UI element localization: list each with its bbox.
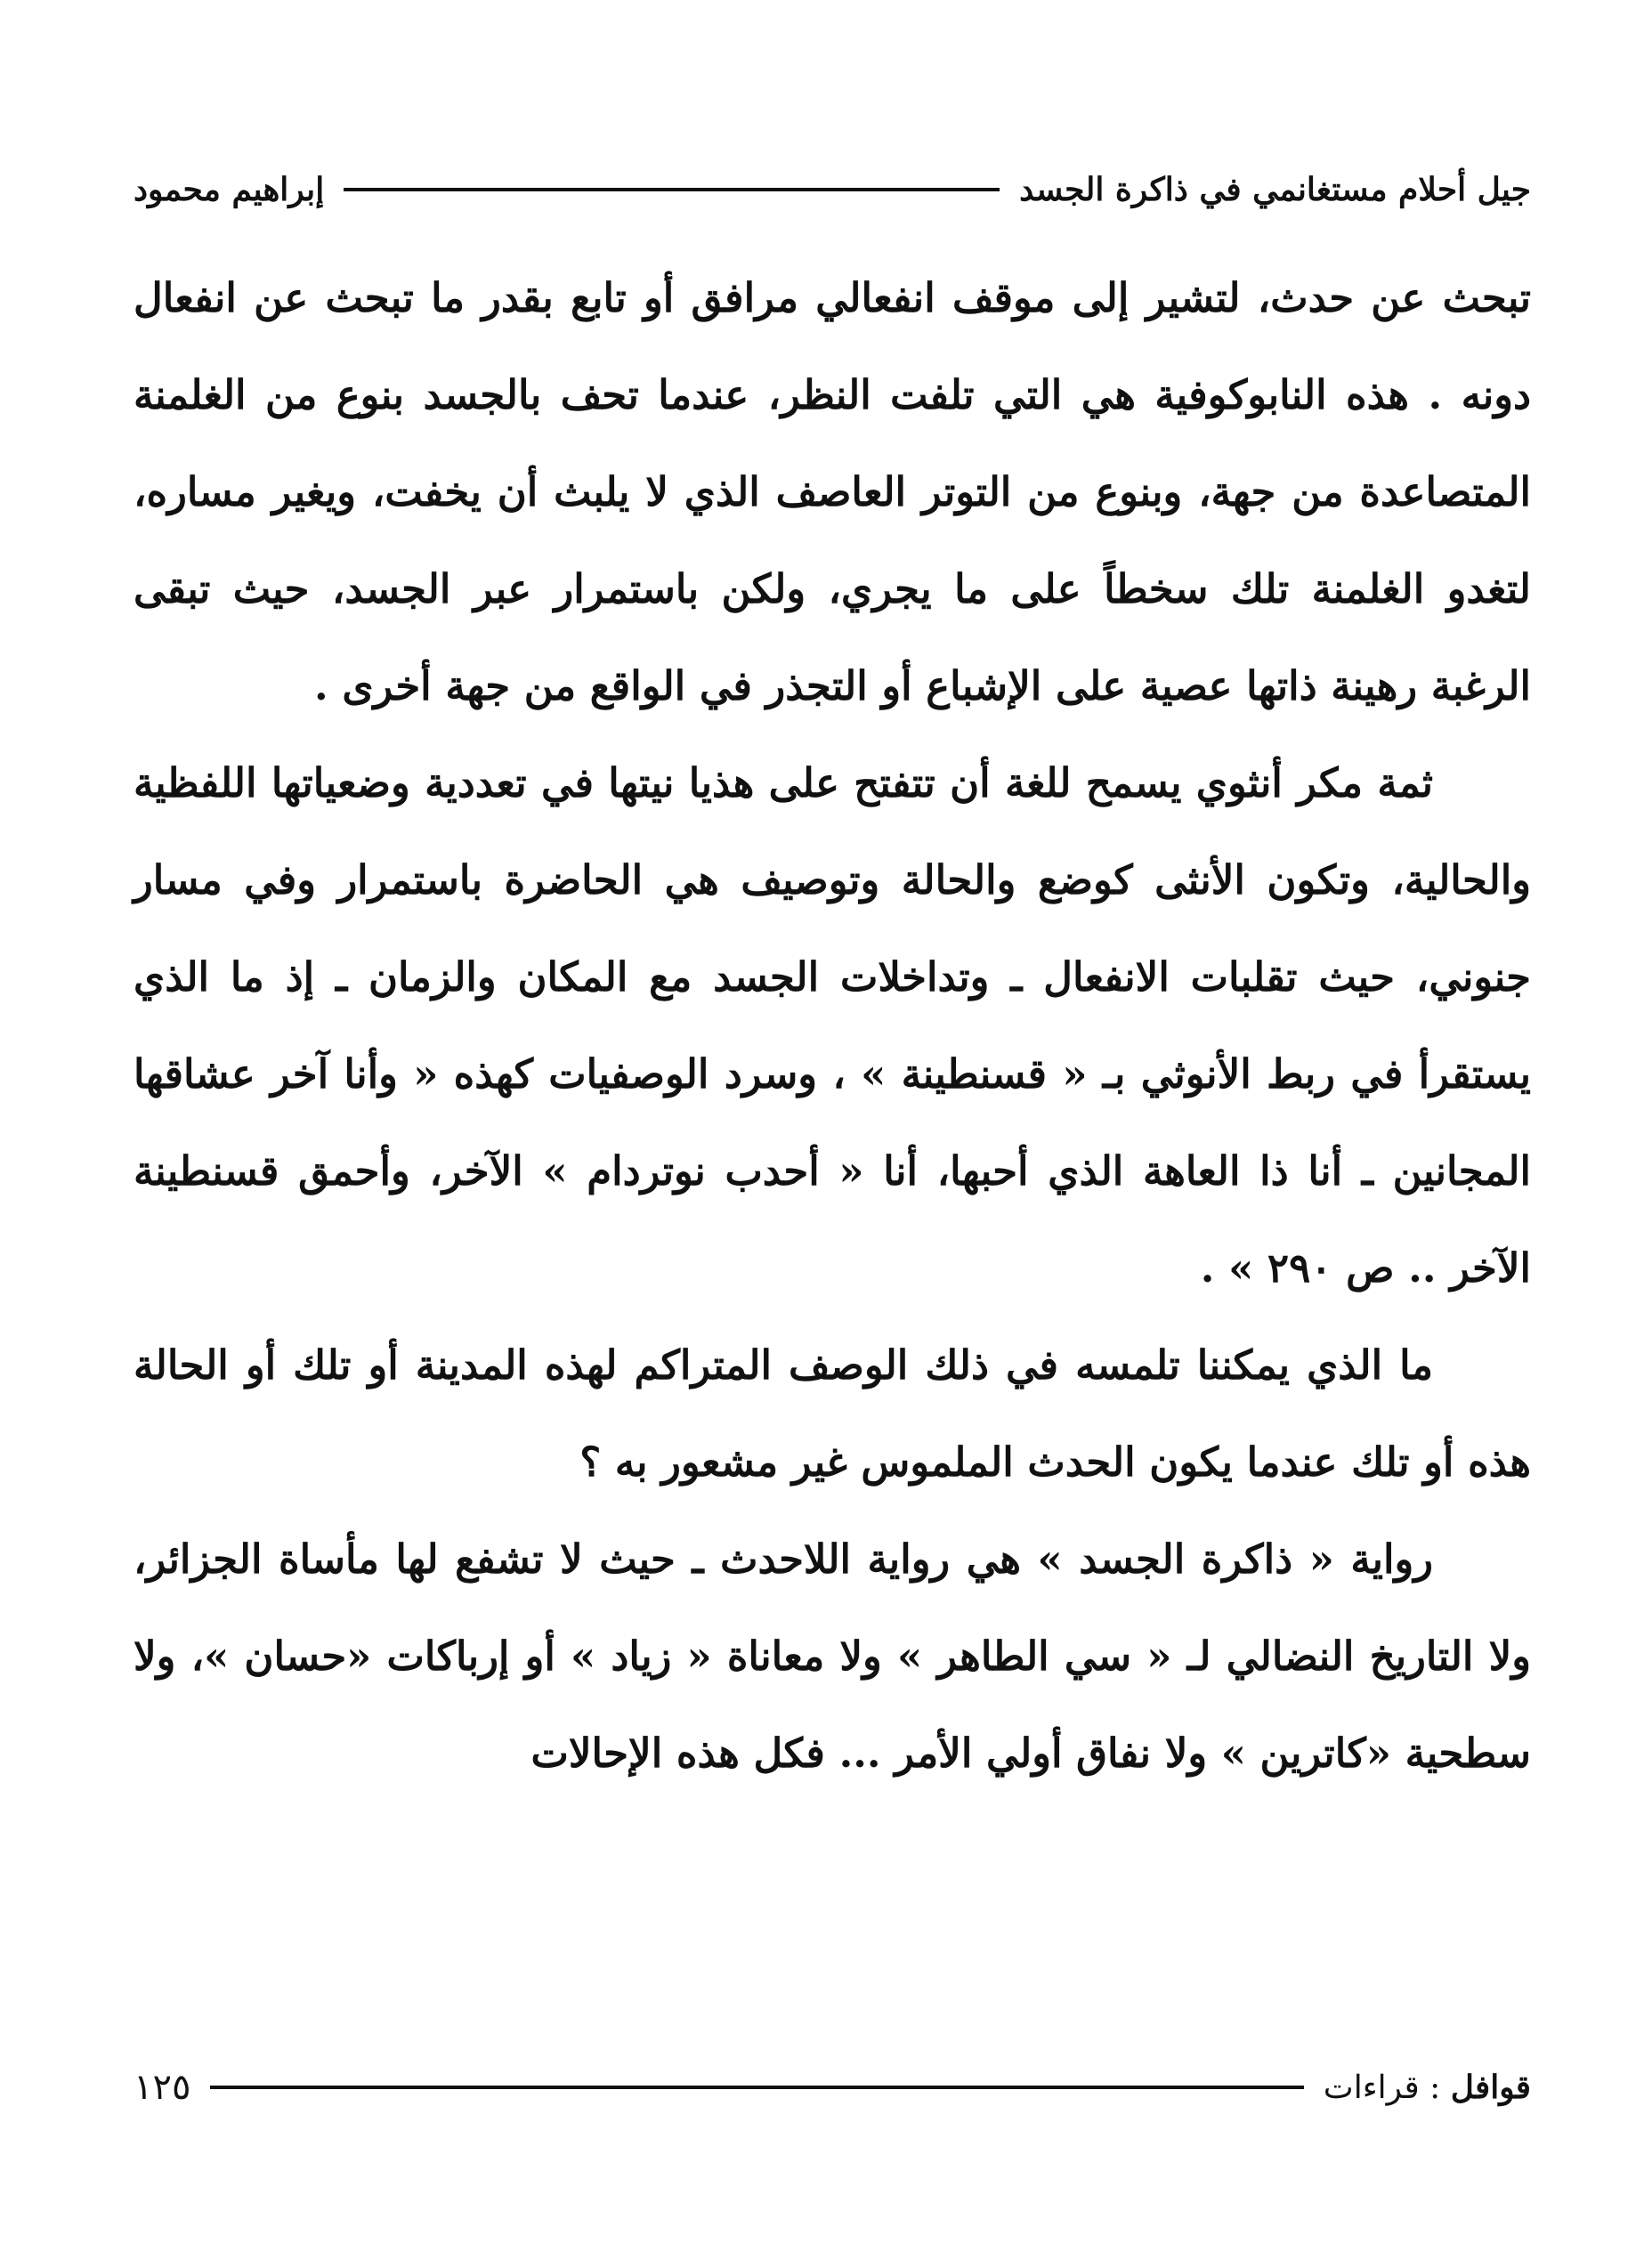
- journal-section: : قراءات: [1323, 2070, 1441, 2106]
- header-rule: [344, 188, 1000, 191]
- running-header: [134, 158, 1531, 221]
- paragraph-2: ثمة مكر أنثوي يسمح للغة أن تتفتح على هذيا نيتها في تعددية وضعياتها اللفظية والحالية، وتكون الأنثى كوضع والحالة وتوصيف هي الحاضرة باستمرار وفي مسار جنوني، حيث تقلبات الانفعال ـ وتداخلات الجسد مع المكان والزمان ـ إذ ما الذي يستقرأ في ربط الأنوثي بـ « قسنطينة » ، وسرد الوصفيات كهذه « وأنا آخر عشاقها المجانين ـ أنا ذا العاهة الذي أحبها، أنا « أحدب نوتردام » الآخر، وأحمق قسنطينة الآخر .. ص ٢٩٠ » .: [134, 759, 1531, 1292]
- author-name: إبراهيم محمود: [134, 171, 325, 208]
- footer-rule: [210, 2086, 1303, 2089]
- page-footer: [134, 2056, 1531, 2118]
- paragraph-3: ما الذي يمكننا تلمسه في ذلك الوصف المتراكم لهذه المدينة أو تلك أو الحالة هذه أو تلك عندما يكون الحدث الملموس غير مشعور به ؟: [134, 1341, 1531, 1486]
- journal-label: [1324, 2069, 1531, 2106]
- journal-name: قوافل: [1450, 2069, 1531, 2106]
- book-title: جيل أحلام مستغانمي في ذاكرة الجسد: [1019, 171, 1531, 208]
- page-number: ١٢٥: [134, 2067, 191, 2108]
- page-body: [134, 249, 1531, 1802]
- paragraph-4: رواية « ذاكرة الجسد » هي رواية اللاحدث ـ حيث لا تشفع لها مأساة الجزائر، ولا التاريخ النضالي لـ « سي الطاهر » ولا معاناة « زياد » أو إرباكات «حسان »، ولا سطحية «كاترين » ولا نفاق أولي الأمر ... فكل هذه الإحالات: [134, 1535, 1531, 1777]
- paragraph-1: تبحث عن حدث، لتشير إلى موقف انفعالي مرافق أو تابع بقدر ما تبحث عن انفعال دونه . هذه النابوكوفية هي التي تلفت النظر، عندما تحف بالجسد بنوع من الغلمنة المتصاعدة من جهة، وبنوع من التوتر العاصف الذي لا يلبث أن يخفت، ويغير مساره، لتغدو الغلمنة تلك سخطاً على ما يجري، ولكن باستمرار عبر الجسد، حيث تبقى الرغبة رهينة ذاتها عصية على الإشباع أو التجذر في الواقع من جهة أخرى .: [134, 274, 1531, 709]
